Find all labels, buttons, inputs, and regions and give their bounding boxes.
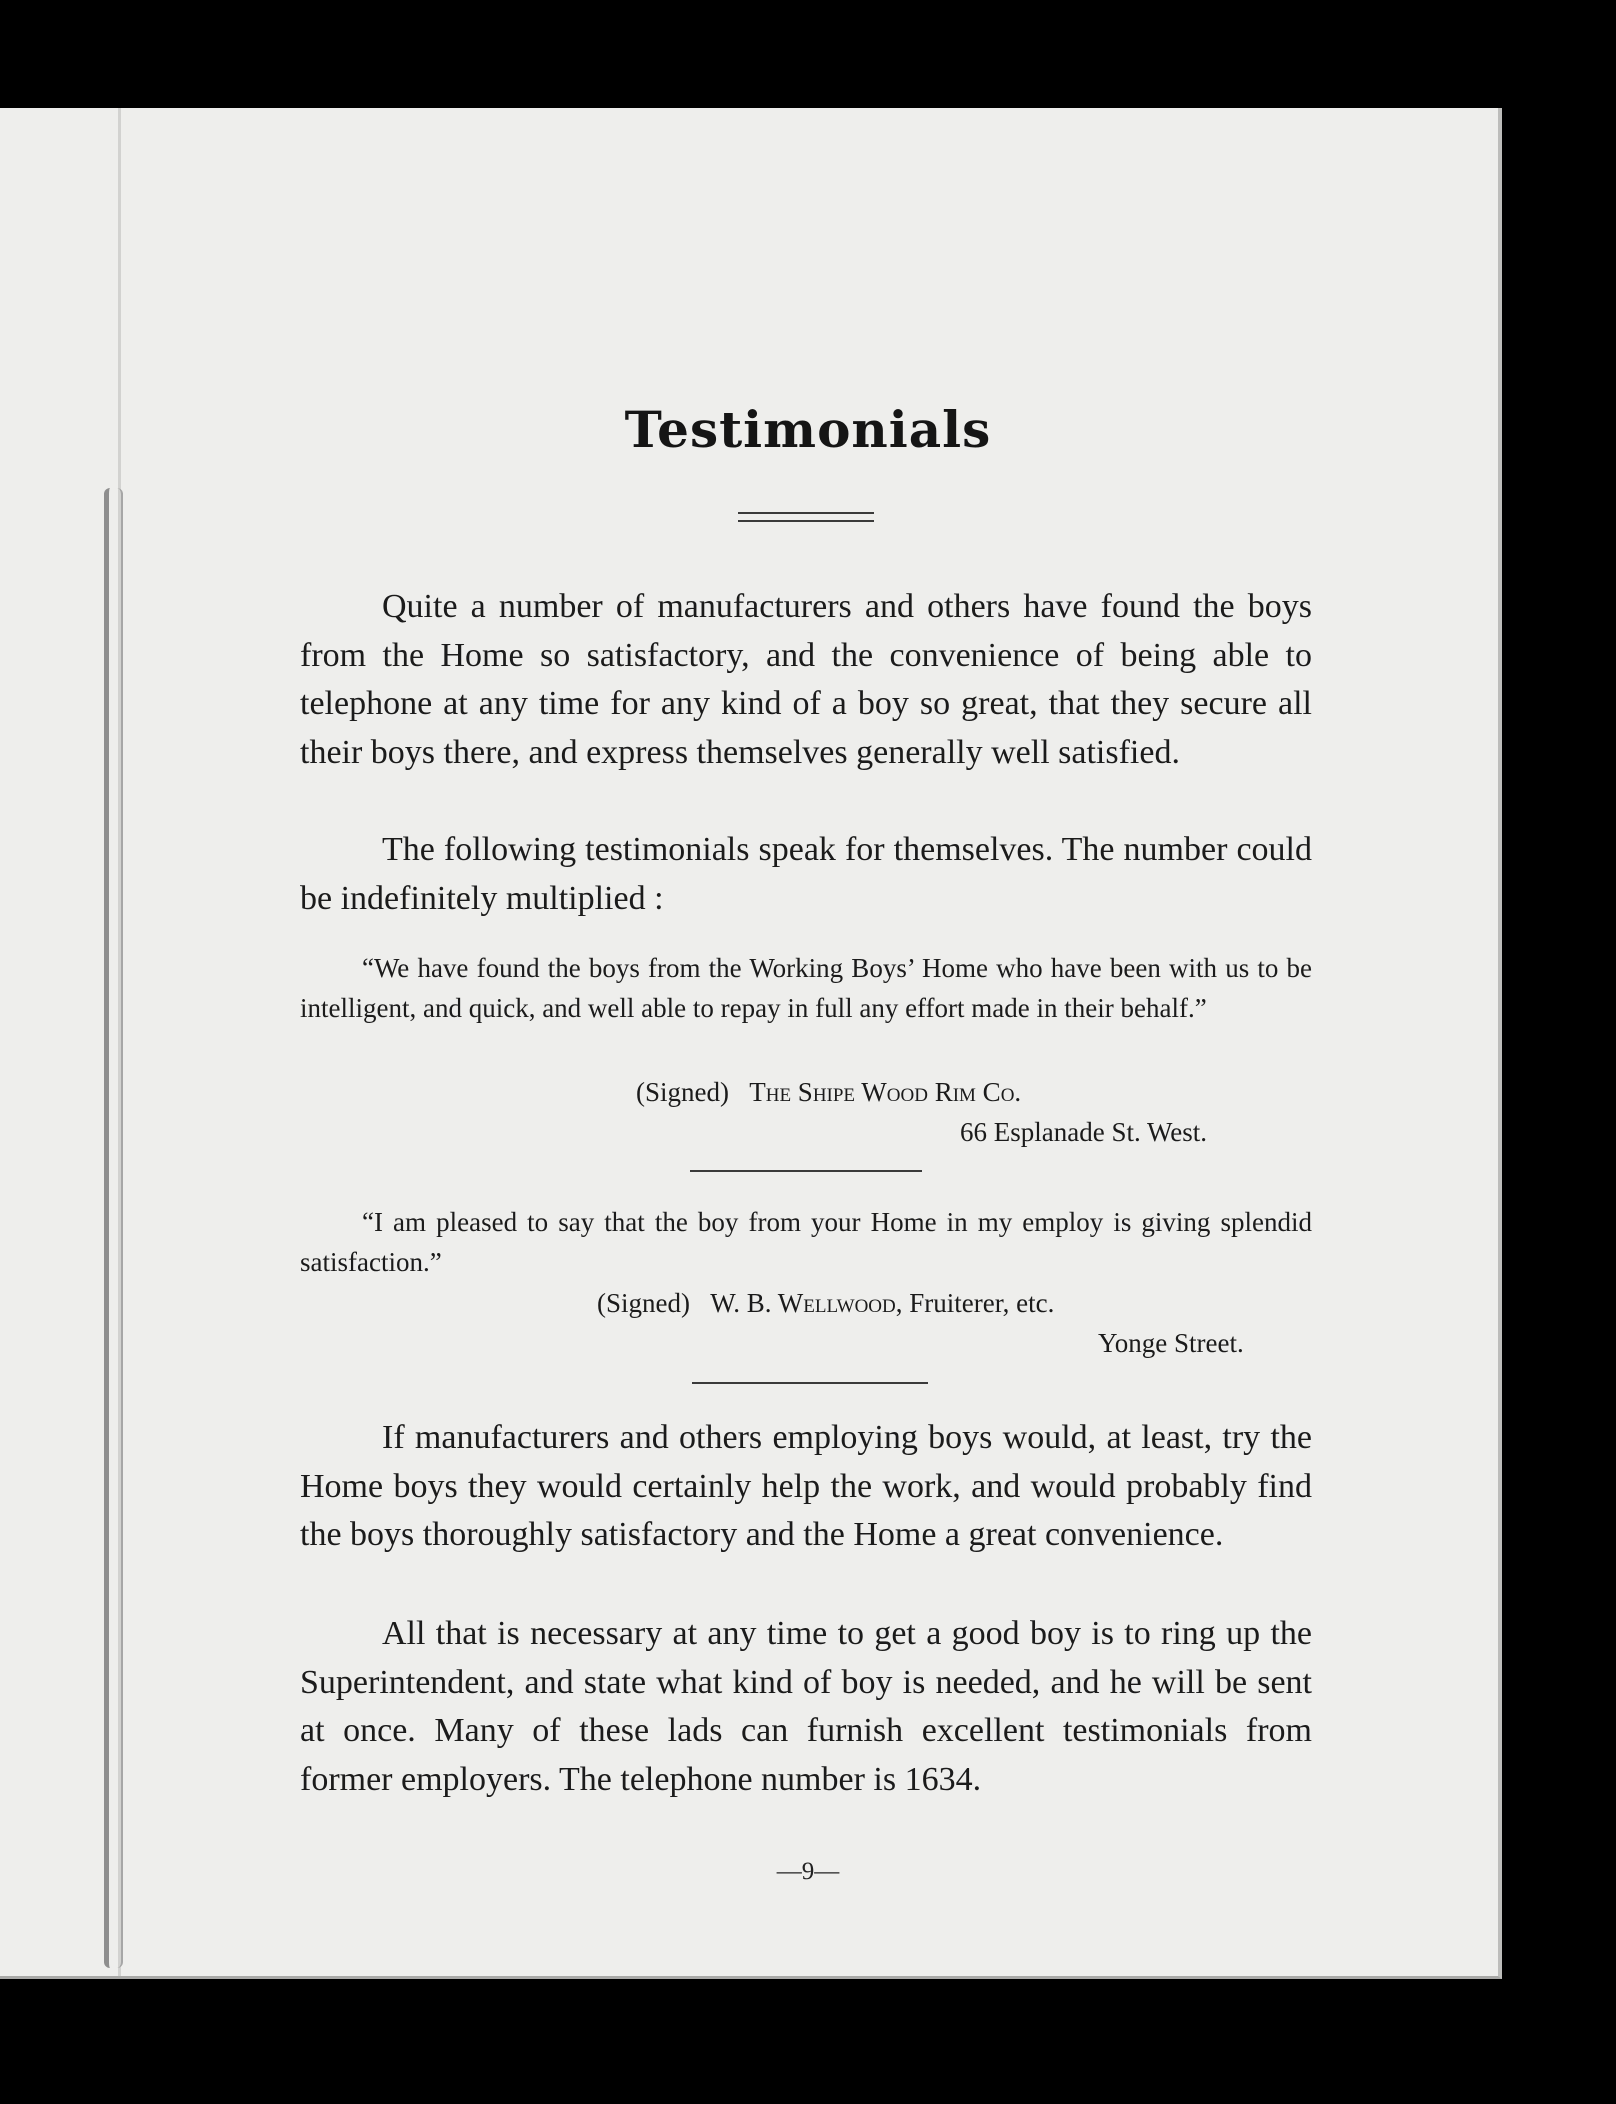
testimonial-signature — [597, 1283, 1054, 1323]
page-number: —9— — [776, 1858, 840, 1885]
signer-suffix: , Fruiterer, etc. — [895, 1288, 1055, 1318]
testimonial-signature — [636, 1072, 1021, 1112]
lead-paragraph: The following testimonials speak for themselves. The number could be indefinitely multiplied : — [300, 831, 1312, 917]
testimonial-quote: “We have found the boys from the Working Boys’ Home who have been with us to be intelligent, and quick, and well able to repay in full any effort made in their behalf.” — [300, 953, 1312, 1023]
signed-label: (Signed) — [636, 1077, 729, 1107]
signer-name: The Shipe Wood Rim Co. — [749, 1077, 1022, 1107]
intro-paragraph: Quite a number of manufacturers and others have found the boys from the Home so satisfactory, and the convenience of being able to telephone at any time for any kind of a boy so great, that they secure all their boys there, and express themselves generally well satisfied. — [300, 588, 1312, 771]
binding-gutter — [104, 488, 123, 1968]
signer-name: W. B. Wellwood — [710, 1288, 896, 1318]
section-divider — [692, 1382, 928, 1384]
testimonial-address: Yonge Street. — [1098, 1328, 1244, 1358]
testimonial-address: 66 Esplanade St. West. — [960, 1117, 1208, 1147]
testimonial-divider — [690, 1170, 922, 1172]
closing-paragraph: All that is necessary at any time to get a good boy is to ring up the Superintendent, and state what kind of boy is needed, and he will be sent at once. Many of these lads can furnish excellent testimonials from former employers. The telephone number is 1634. — [300, 1615, 1312, 1798]
title-divider — [738, 512, 874, 522]
testimonial-quote: “I am pleased to say that the boy from your Home in my employ is giving splendid satisfaction.” — [300, 1207, 1312, 1277]
closing-paragraph: If manufacturers and others employing boys would, at least, try the Home boys they would certainly help the work, and would probably find the boys thoroughly satisfactory and the Home a great convenience. — [300, 1419, 1312, 1553]
page-title: Testimonials — [624, 400, 992, 459]
signed-label: (Signed) — [597, 1288, 690, 1318]
